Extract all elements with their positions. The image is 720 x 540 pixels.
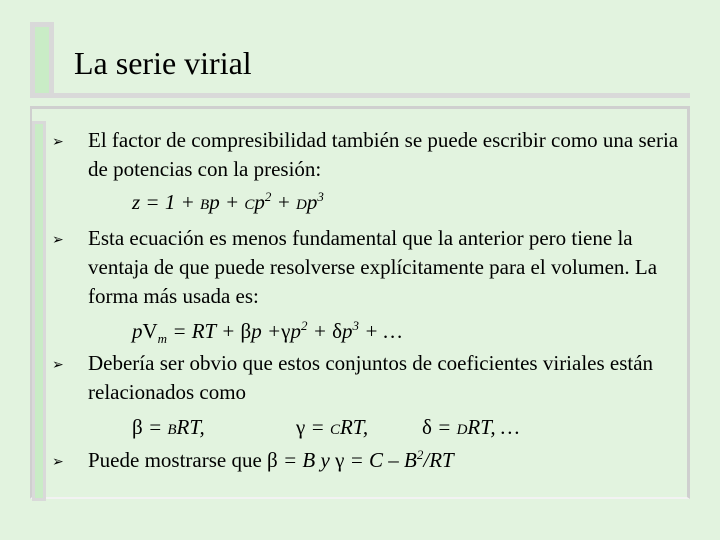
bullet-arrow-icon: ➢ <box>52 357 64 373</box>
bullet-text-1: El factor de compresibilidad también se puede escribir como una seria de potencias con la presión: <box>88 128 679 181</box>
bullet-text-3: Debería ser obvio que estos conjuntos de coeficientes viriales están relacionados como <box>88 351 654 404</box>
title-underline <box>30 93 690 98</box>
formula-compressibility: $z = 1 + Bp + Cp^2 + Dp^3$ <box>132 189 324 214</box>
bullet-arrow-icon: ➢ <box>52 134 64 150</box>
formula-volume: $pV_m$ = RT + $\beta p +\gamma p^2 + \delta p^3$ + … <box>132 318 403 346</box>
slide-title: La serie virial <box>74 45 252 81</box>
bullet-text-4: Puede mostrarse que β = B y $\gamma = C - B^2/RT$ <box>88 447 454 472</box>
bullet-arrow-icon: ➢ <box>52 232 64 248</box>
bullet-arrow-icon: ➢ <box>52 454 64 470</box>
title-accent-bar-inner <box>35 27 49 93</box>
content-accent-bar-inner <box>35 124 43 498</box>
bullet-text-2: Esta ecuación es menos fundamental que la anterior pero tiene la ventaja de que puede resolverse explícitamente para el volumen. La forma más usada es: <box>88 226 658 308</box>
